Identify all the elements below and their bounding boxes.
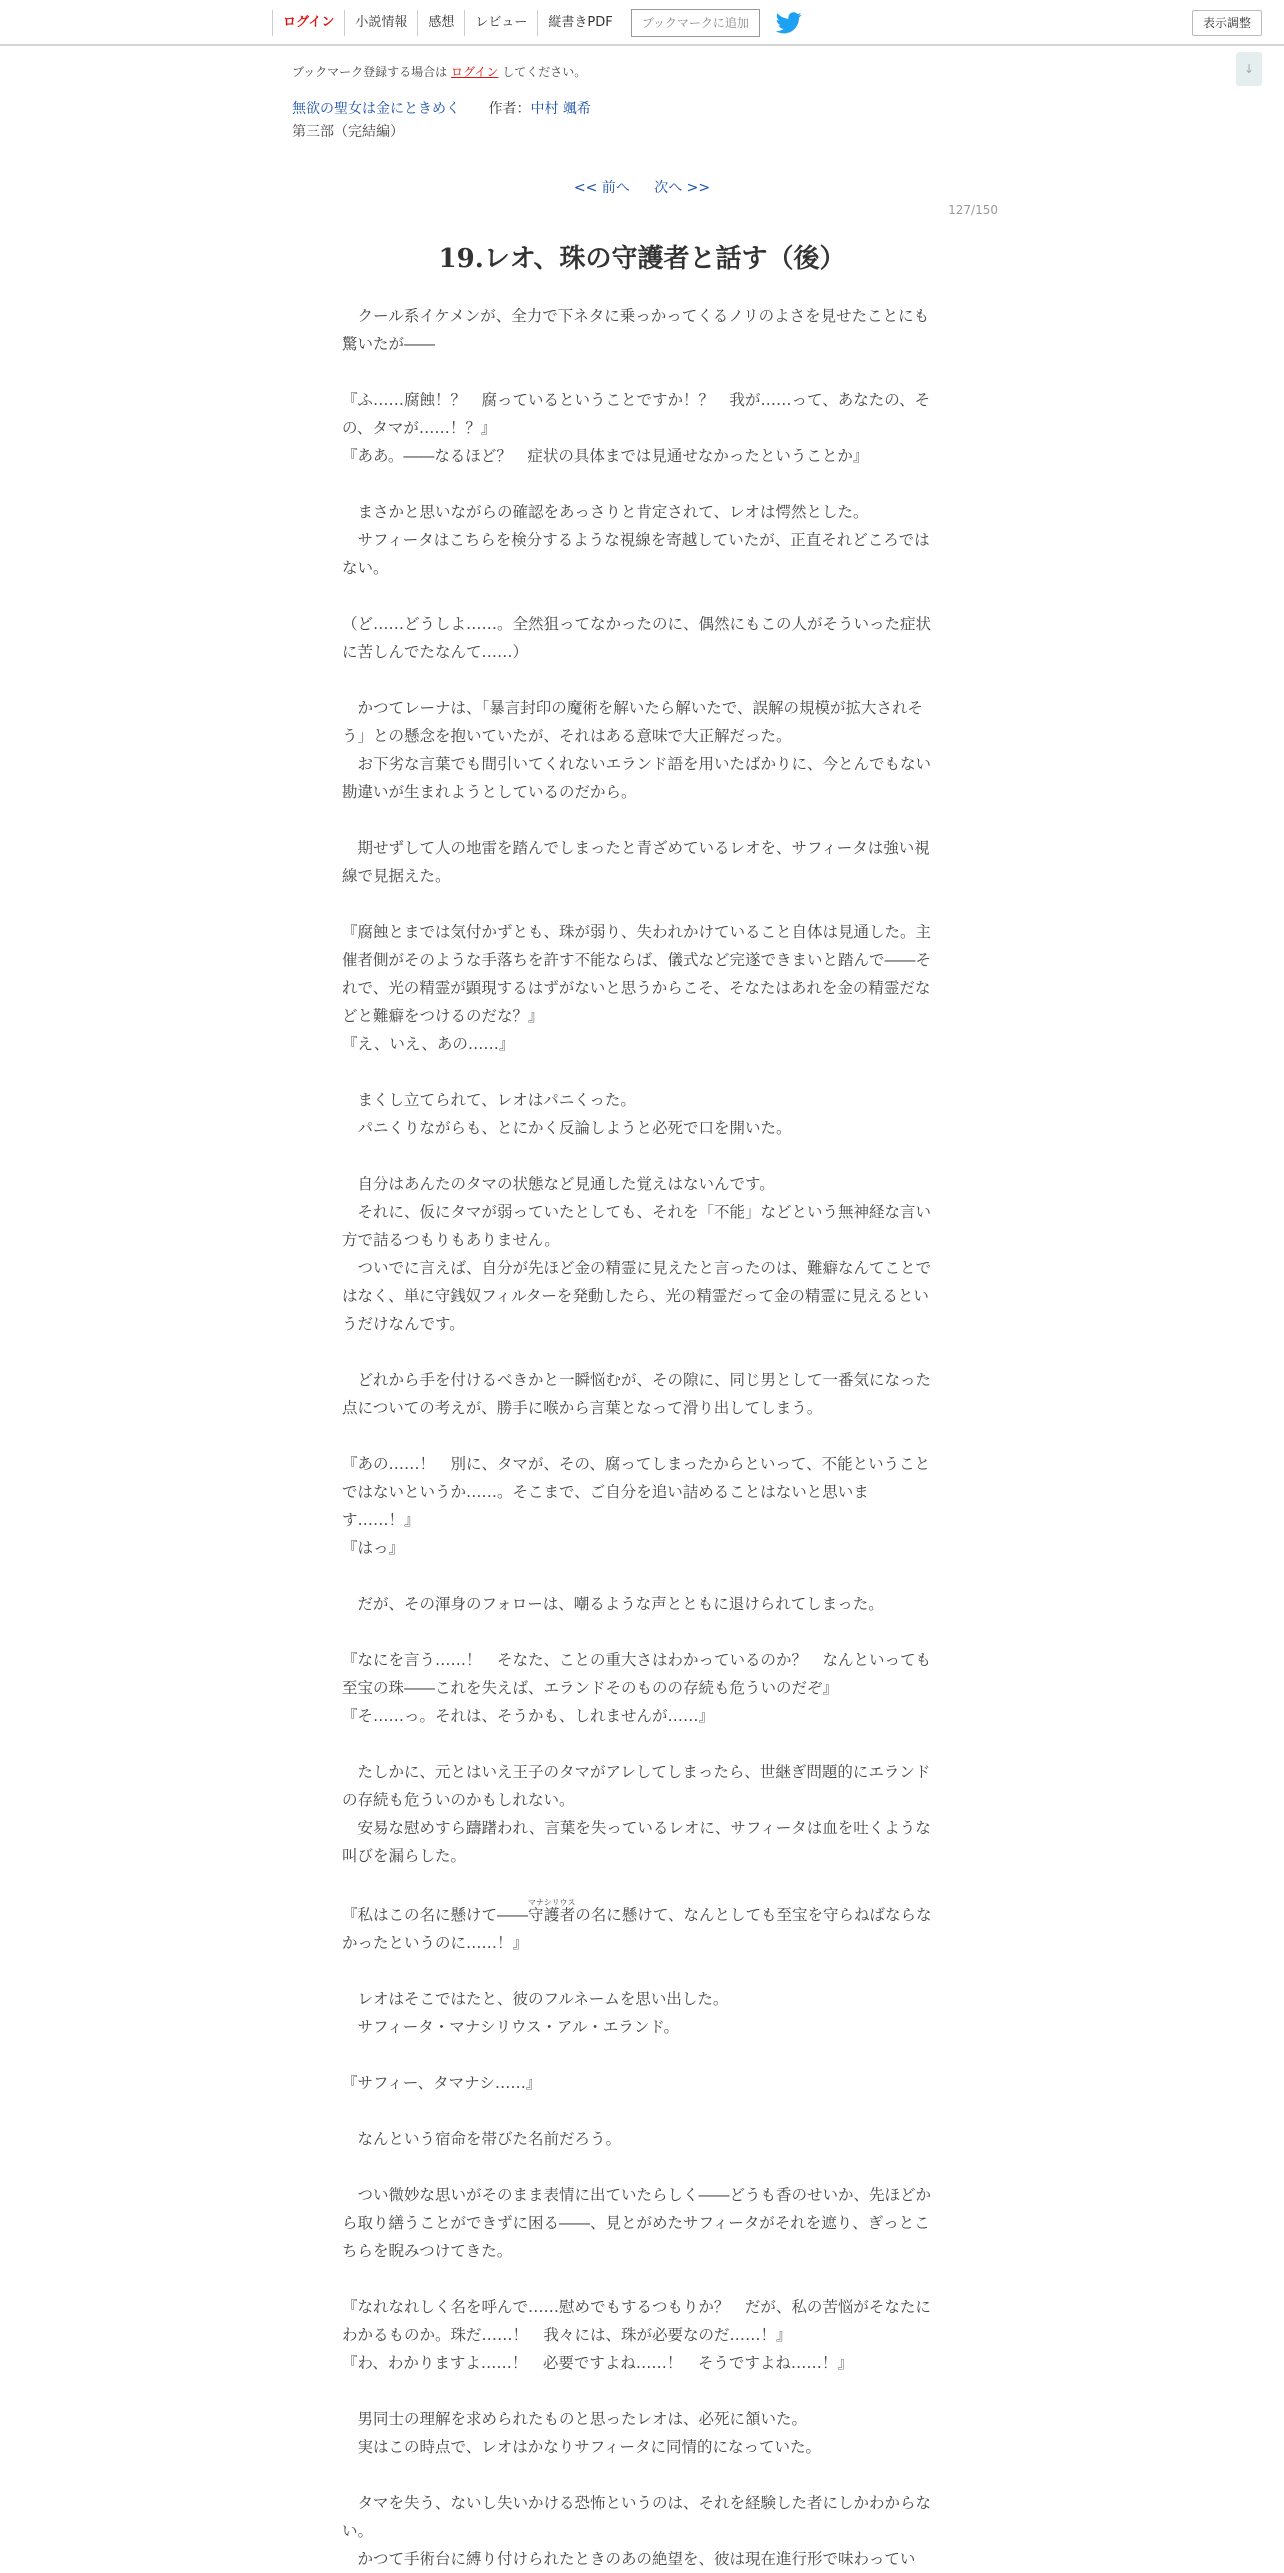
body-paragraph: 『え、いえ、あの……』 [342, 1035, 515, 1053]
nav-login[interactable]: ログイン [272, 10, 345, 36]
blank-line [342, 890, 936, 918]
body-paragraph: 『そ……っ。それは、そうかも、しれませんが……』 [342, 1707, 715, 1725]
part-title: 第三部（完結編） [292, 124, 404, 140]
body-paragraph: 自分はあんたのタマの状態など見通した覚えはないんです。 [342, 1175, 775, 1193]
body-paragraph: なんという宿命を帯びた名前だろう。 [342, 2130, 622, 2148]
blank-line [342, 1730, 936, 1758]
body-paragraph: 『なれなれしく名を呼んで……慰めでもするつもりか？ だが、私の苦悩がそなたにわかるものか。珠だ……！ 我々には、珠が必要なのだ……！』 [342, 2298, 931, 2344]
nav-novel-info[interactable]: 小説情報 [345, 10, 418, 36]
body-paragraph: かつて手術台に縛り付けられたときのあの絶望を、彼は現在進行形で味わってい [342, 2550, 916, 2568]
login-notice [292, 63, 586, 80]
ruby-annotation: 守護者マナシリウス [527, 1898, 576, 1924]
novel-info-line [292, 98, 591, 118]
body-paragraph: 『はっ』 [342, 1539, 405, 1557]
author-link[interactable]: 中村 颯希 [530, 101, 591, 117]
blank-line [342, 2153, 936, 2181]
blank-line [342, 470, 936, 498]
body-paragraph: クール系イケメンが、全力で下ネタに乗っかってくるノリのよさを見せたことにも驚いたが―― [342, 307, 930, 353]
nav-impressions[interactable]: 感想 [418, 10, 465, 36]
chapter-body [342, 302, 936, 2573]
next-chapter-link[interactable]: 次へ >> [654, 180, 711, 196]
body-paragraph: サフィータ・マナシリウス・アル・エランド。 [342, 2018, 679, 2036]
nav-vertical-pdf[interactable]: 縦書きPDF [548, 15, 613, 30]
body-paragraph: レオはそこではたと、彼のフルネームを思い出した。 [342, 1990, 729, 2008]
notice-suffix: してください。 [502, 65, 587, 79]
blank-line [342, 2041, 936, 2069]
body-paragraph: まさかと思いながらの確認をあっさりと肯定されて、レオは愕然とした。 [342, 503, 869, 521]
body-paragraph: 『わ、わかりますよ……！ 必要ですよね……！ そうですよね……！』 [342, 2354, 853, 2372]
author-label: 作者： [488, 101, 531, 117]
blank-line [342, 1957, 936, 1985]
top-bar [0, 0, 1284, 46]
notice-login-link[interactable]: ログイン [451, 65, 499, 79]
blank-line [342, 2097, 936, 2125]
body-paragraph: 『サフィー、タマナシ……』 [342, 2074, 542, 2092]
blank-line [342, 1338, 936, 1366]
blank-line [342, 582, 936, 610]
nav-review[interactable]: レビュー [465, 10, 538, 36]
body-paragraph: どれから手を付けるべきかと一瞬悩むが、その隙に、同じ男として一番気になった点についての考えが、勝手に喉から言葉となって滑り出してしまう。 [342, 1371, 932, 1417]
blank-line [342, 2265, 936, 2293]
body-paragraph: パニくりながらも、とにかく反論しようと必死で口を開いた。 [342, 1119, 792, 1137]
body-paragraph: つい微妙な思いがそのまま表情に出ていたらしく――どうも香のせいか、先ほどから取り繕うことができずに困る――、見とがめたサフィータがそれを遮り、ぎっとこちらを睨みつけてきた。 [342, 2186, 932, 2260]
display-settings-button[interactable]: 表示調整 [1192, 10, 1262, 36]
scroll-down-button[interactable]: ↓ [1236, 52, 1262, 86]
blank-line [342, 1142, 936, 1170]
novel-title-link[interactable]: 無欲の聖女は金にときめく [292, 101, 460, 117]
body-paragraph: たしかに、元とはいえ王子のタマがアレしてしまったら、世継ぎ問題的にエランドの存続も危ういのかもしれない。 [342, 1763, 931, 1809]
body-paragraph: 『私はこの名に懸けて――守護者マナシリウスの名に懸けて、なんとしても至宝を守らねばならなかったというのに……！』 [342, 1898, 932, 1952]
body-paragraph: 『ふ……腐蝕！？ 腐っているということですか！？ 我が……って、あなたの、その、タマが……！？』 [342, 391, 931, 437]
blank-line [342, 1618, 936, 1646]
body-paragraph: 安易な慰めすら躊躇われ、言葉を失っているレオに、サフィータは血を吐くような叫びを漏らした。 [342, 1819, 931, 1865]
body-paragraph: 『腐蝕とまでは気付かずとも、珠が弱り、失われかけていること自体は見通した。主催者側がそのような手落ちを許す不能ならば、儀式など完遂できまいと踏んで――それで、光の精霊が顕現するはずがないと思うからこそ、そなたはあれを金の精霊だなどと難癖をつけるのだな？』 [342, 923, 932, 1025]
add-bookmark-button[interactable]: ブックマークに追加 [631, 9, 760, 37]
blank-line [342, 1870, 936, 1898]
body-paragraph: （ど……どうしよ……。全然狙ってなかったのに、偶然にもこの人がそういった症状に苦しんでたなんて……） [342, 615, 932, 661]
body-paragraph: かつてレーナは、「暴言封印の魔術を解いたら解いたで、誤解の規模が拡大されそう」との懸念を抱いていたが、それはある意味で大正解だった。 [342, 699, 923, 745]
chapter-pager [0, 177, 1284, 197]
main-nav [272, 0, 802, 46]
body-paragraph: 『ああ。――なるほど？ 症状の具体までは見通せなかったということか』 [342, 447, 869, 465]
body-paragraph: 期せずして人の地雷を踏んでしまったと青ざめているレオを、サフィータは強い視線で見据えた。 [342, 839, 930, 885]
blank-line [342, 1422, 936, 1450]
blank-line [342, 666, 936, 694]
blank-line [342, 1058, 936, 1086]
chapter-count: 127/150 [948, 203, 998, 217]
blank-line [342, 2377, 936, 2405]
prev-chapter-link[interactable]: << 前へ [573, 180, 630, 196]
body-paragraph: サフィータはこちらを検分するような視線を寄越していたが、正直それどころではない。 [342, 531, 930, 577]
body-paragraph: お下劣な言葉でも間引いてくれないエランド語を用いたばかりに、今とんでもない勘違いが生まれようとしているのだから。 [342, 755, 932, 801]
body-paragraph: タマを失う、ないし失いかける恐怖というのは、それを経験した者にしかわからない。 [342, 2494, 932, 2540]
body-paragraph: 『あの……！ 別に、タマが、その、腐ってしまったからといって、不能ということではないというか……。そこまで、ご自分を追い詰めることはないと思います……！』 [342, 1455, 931, 1529]
body-paragraph: まくし立てられて、レオはパニくった。 [342, 1091, 636, 1109]
body-paragraph: 『なにを言う……！ そなた、ことの重大さはわかっているのか？ なんといっても至宝の珠――これを失えば、エランドそのものの存続も危ういのだぞ』 [342, 1651, 932, 1697]
blank-line [342, 806, 936, 834]
body-paragraph: 実はこの時点で、レオはかなりサフィータに同情的になっていた。 [342, 2438, 821, 2456]
body-paragraph: だが、その渾身のフォローは、嘲るような声とともに退けられてしまった。 [342, 1595, 884, 1613]
body-paragraph: それに、仮にタマが弱っていたとしても、それを「不能」などという無神経な言い方で詰るつもりもありません。 [342, 1203, 932, 1249]
notice-prefix: ブックマーク登録する場合は [292, 65, 448, 79]
body-paragraph: 男同士の理解を求められたものと思ったレオは、必死に頷いた。 [342, 2410, 808, 2428]
blank-line [342, 2461, 936, 2489]
body-paragraph: ついでに言えば、自分が先ほど金の精霊に見えたと言ったのは、難癖なんてことではなく、単に守銭奴フィルターを発動したら、光の精霊だって金の精霊に見えるというだけなんです。 [342, 1259, 932, 1333]
blank-line [342, 1562, 936, 1590]
chapter-title: 19.レオ、珠の守護者と話す（後） [438, 244, 846, 274]
twitter-icon[interactable] [776, 12, 802, 34]
blank-line [342, 358, 936, 386]
